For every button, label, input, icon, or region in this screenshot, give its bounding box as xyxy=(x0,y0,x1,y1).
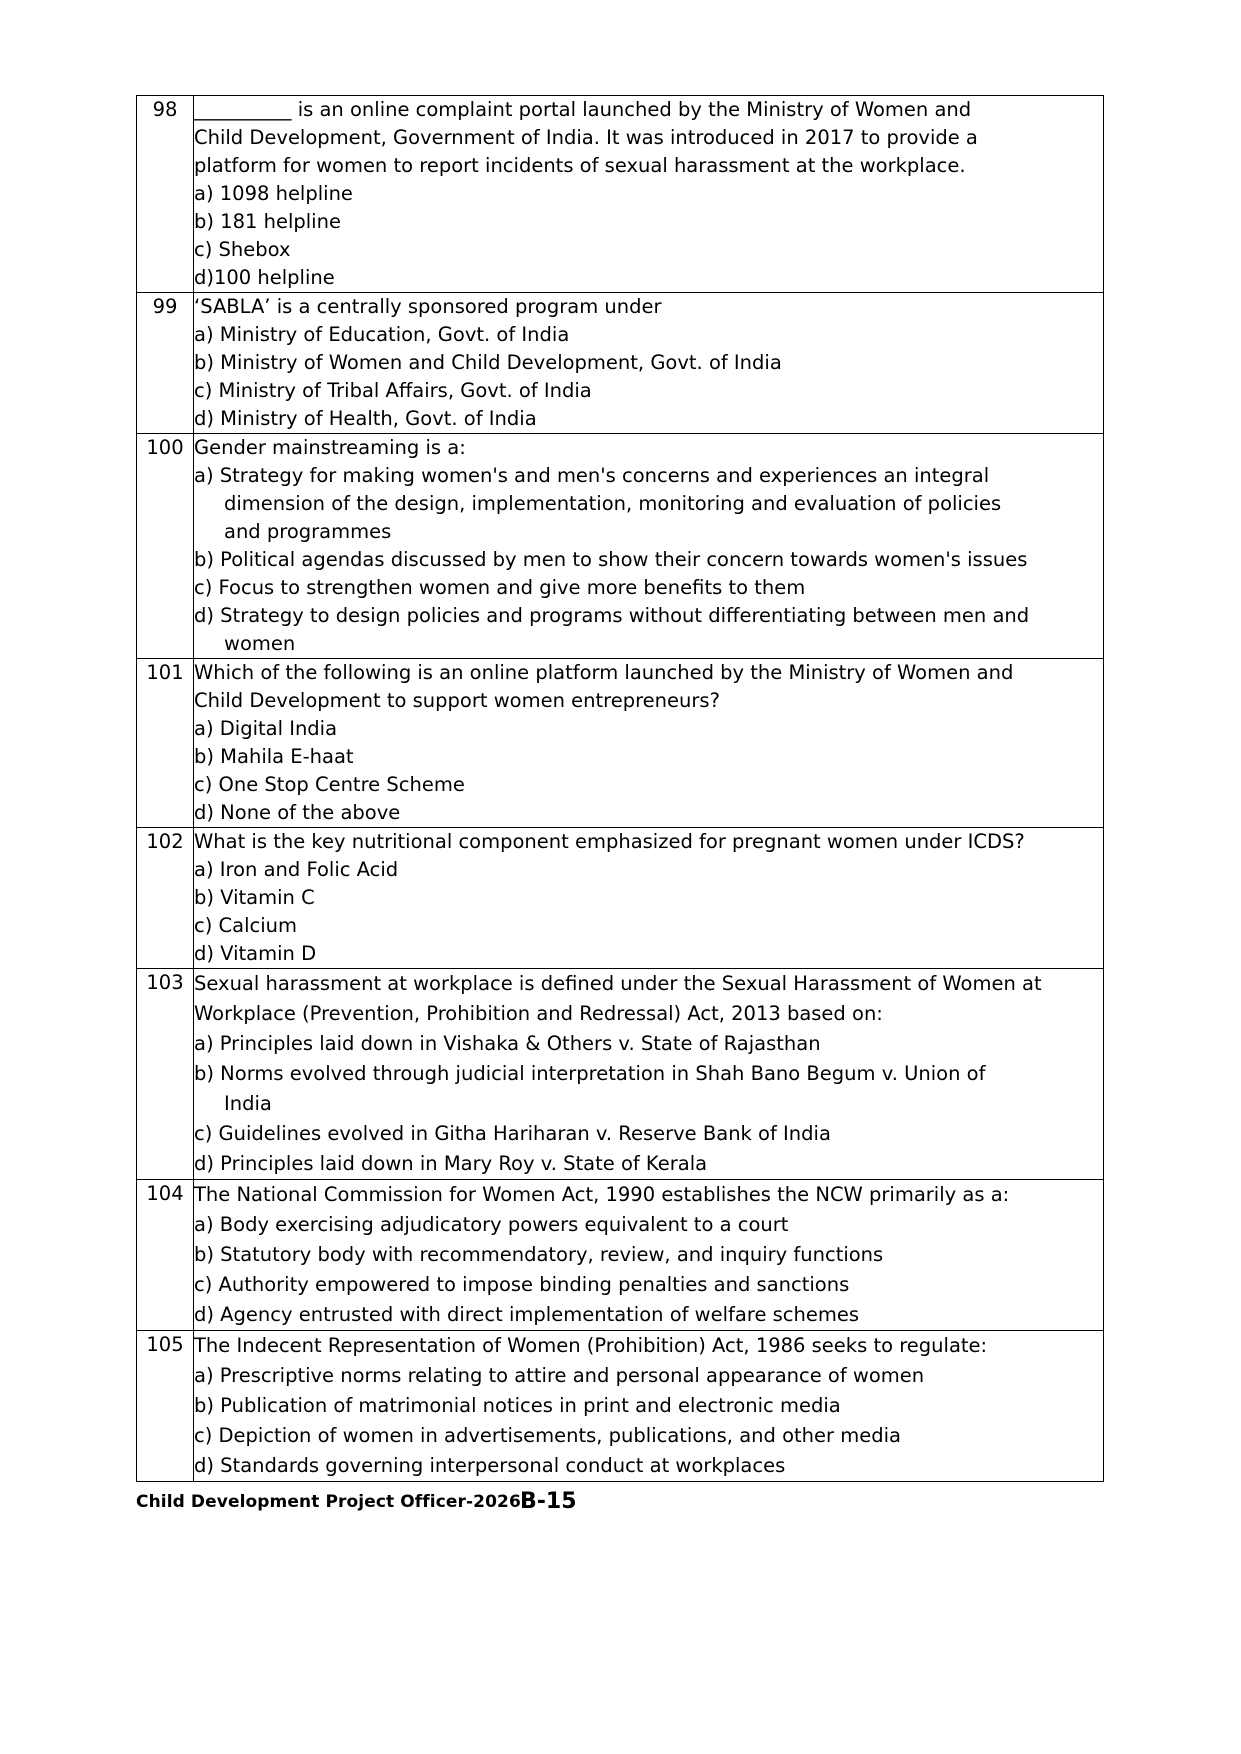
question-number: 105 xyxy=(137,1331,194,1482)
question-table xyxy=(136,95,1104,1482)
option-line: a) Ministry of Education, Govt. of India xyxy=(194,323,570,346)
option-line-cont: India xyxy=(224,1092,272,1115)
option-line: a) Iron and Folic Acid xyxy=(194,858,399,881)
table-row xyxy=(137,1331,1104,1482)
question-line: Workplace (Prevention, Prohibition and Redressal) Act, 2013 based on: xyxy=(194,1002,883,1025)
option-line: a) Strategy for making women's and men's concerns and experiences an integral xyxy=(194,464,990,487)
option-line: b) Ministry of Women and Child Development, Govt. of India xyxy=(194,351,782,374)
option-line: c) Depiction of women in advertisements, publications, and other media xyxy=(194,1424,901,1447)
option-line: b) Norms evolved through judicial interpretation in Shah Bano Begum v. Union of xyxy=(194,1062,986,1085)
option-line: b) Statutory body with recommendatory, review, and inquiry functions xyxy=(194,1243,884,1266)
option-line-cont: women xyxy=(224,632,296,655)
footer-exam-title: Child Development Project Officer-2026 xyxy=(136,1492,521,1512)
table-row xyxy=(137,828,1104,969)
question-body xyxy=(194,1331,1104,1482)
table-row xyxy=(137,1180,1104,1331)
option-line: c) Focus to strengthen women and give more benefits to them xyxy=(194,576,806,599)
option-line: d) None of the above xyxy=(194,801,401,824)
question-body xyxy=(194,969,1104,1180)
question-line: Sexual harassment at workplace is defined under the Sexual Harassment of Women at xyxy=(194,972,1042,995)
question-line: What is the key nutritional component emphasized for pregnant women under ICDS? xyxy=(194,830,1025,853)
option-line: a) Digital India xyxy=(194,717,338,740)
footer-page-label: B-15 xyxy=(520,1489,577,1514)
question-line: __________ is an online complaint portal launched by the Ministry of Women and xyxy=(194,98,972,121)
option-line: a) 1098 helpline xyxy=(194,182,353,205)
option-line: d) Agency entrusted with direct implementation of welfare schemes xyxy=(194,1303,860,1326)
question-number: 99 xyxy=(137,293,194,434)
option-line: b) Publication of matrimonial notices in print and electronic media xyxy=(194,1394,841,1417)
option-line: d) Vitamin D xyxy=(194,942,317,965)
option-line: a) Principles laid down in Vishaka & Others v. State of Rajasthan xyxy=(194,1032,821,1055)
option-line: d) Principles laid down in Mary Roy v. State of Kerala xyxy=(194,1152,708,1175)
option-line: d) Standards governing interpersonal conduct at workplaces xyxy=(194,1454,786,1477)
question-line: Which of the following is an online platform launched by the Ministry of Women and xyxy=(194,661,1014,684)
table-row xyxy=(137,969,1104,1180)
question-body xyxy=(194,293,1104,434)
option-line: d)100 helpline xyxy=(194,266,335,289)
option-line: b) Mahila E-haat xyxy=(194,745,354,768)
option-line: a) Body exercising adjudicatory powers equivalent to a court xyxy=(194,1213,789,1236)
option-line: c) Ministry of Tribal Affairs, Govt. of India xyxy=(194,379,592,402)
option-line-cont: dimension of the design, implementation, monitoring and evaluation of policies xyxy=(224,492,1002,515)
option-line: c) Authority empowered to impose binding penalties and sanctions xyxy=(194,1273,850,1296)
question-line: The Indecent Representation of Women (Prohibition) Act, 1986 seeks to regulate: xyxy=(194,1334,988,1357)
question-line: Child Development, Government of India. It was introduced in 2017 to provide a xyxy=(194,126,978,149)
question-number: 100 xyxy=(137,434,194,659)
table-row xyxy=(137,293,1104,434)
question-line: ‘SABLA’ is a centrally sponsored program under xyxy=(194,295,662,318)
question-body xyxy=(194,96,1104,293)
question-line: Gender mainstreaming is a: xyxy=(194,436,466,459)
question-number: 103 xyxy=(137,969,194,1180)
question-body xyxy=(194,659,1104,828)
question-body xyxy=(194,828,1104,969)
table-row xyxy=(137,659,1104,828)
question-line: Child Development to support women entrepreneurs? xyxy=(194,689,720,712)
option-line: c) Calcium xyxy=(194,914,298,937)
table-row xyxy=(137,434,1104,659)
table-row xyxy=(137,96,1104,293)
question-number: 98 xyxy=(137,96,194,293)
question-number: 102 xyxy=(137,828,194,969)
option-line: c) Shebox xyxy=(194,238,291,261)
option-line: d) Ministry of Health, Govt. of India xyxy=(194,407,537,430)
question-body xyxy=(194,1180,1104,1331)
option-line: b) 181 helpline xyxy=(194,210,341,233)
question-line: platform for women to report incidents of sexual harassment at the workplace. xyxy=(194,154,966,177)
option-line-cont: and programmes xyxy=(224,520,392,543)
option-line: c) Guidelines evolved in Githa Hariharan v. Reserve Bank of India xyxy=(194,1122,831,1145)
question-number: 101 xyxy=(137,659,194,828)
option-line: d) Strategy to design policies and programs without differentiating between men and xyxy=(194,604,1030,627)
question-body xyxy=(194,434,1104,659)
option-line: b) Vitamin C xyxy=(194,886,315,909)
question-line: The National Commission for Women Act, 1990 establishes the NCW primarily as a: xyxy=(194,1183,1010,1206)
option-line: a) Prescriptive norms relating to attire and personal appearance of women xyxy=(194,1364,925,1387)
option-line: c) One Stop Centre Scheme xyxy=(194,773,465,796)
question-number: 104 xyxy=(137,1180,194,1331)
option-line: b) Political agendas discussed by men to show their concern towards women's issues xyxy=(194,548,1028,571)
